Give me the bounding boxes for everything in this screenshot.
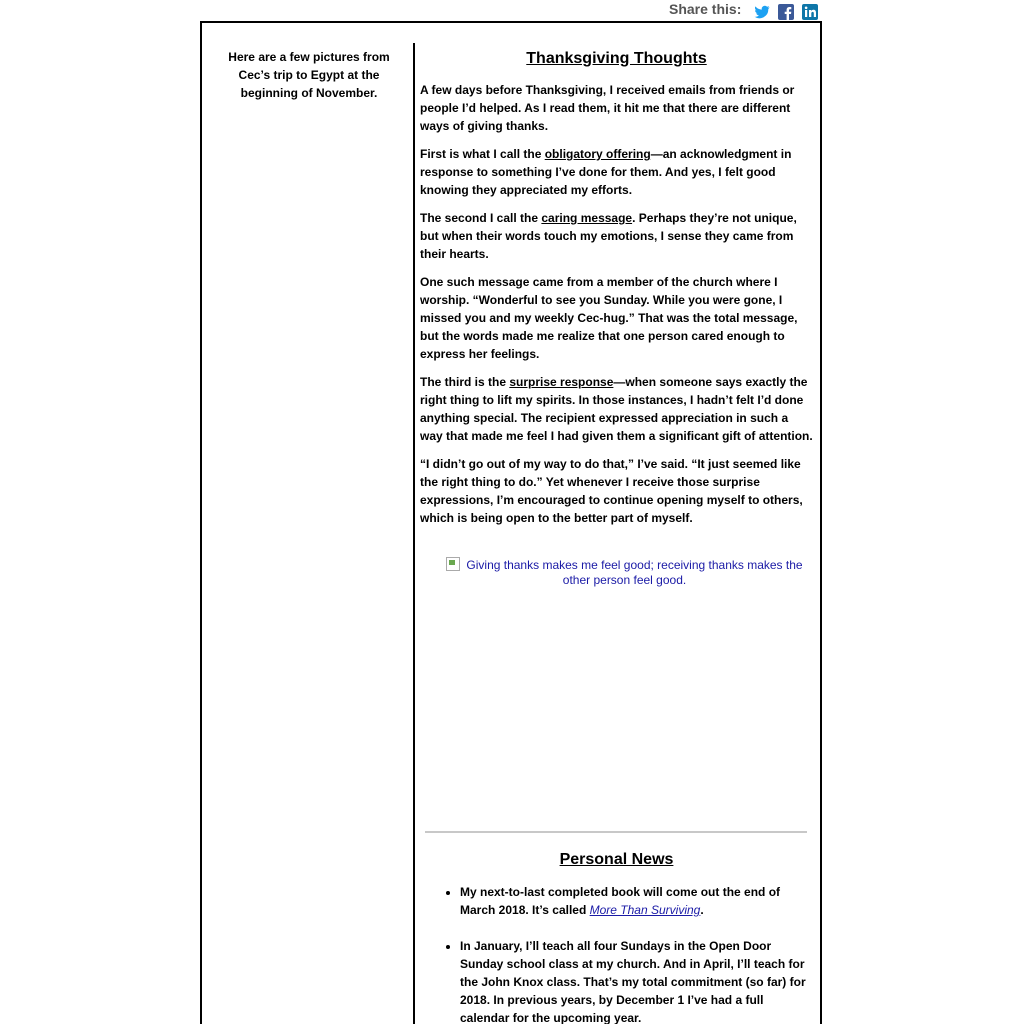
paragraph-text: —when someone says exactly the right thing to lift my spirits. In those instances, I hadn’t felt I’d done anything special. The recipient expressed appreciation in such a way that made me feel I had given them a significant gift of attention. — [420, 375, 813, 443]
article-paragraph-2 — [420, 145, 813, 199]
paragraph-text: The third is the — [420, 375, 510, 389]
facebook-icon[interactable] — [778, 4, 794, 20]
broken-image-icon — [446, 557, 460, 571]
news-list — [420, 883, 813, 1024]
article-paragraph-5 — [420, 373, 813, 445]
paragraph-text: The second I call the — [420, 211, 542, 225]
article-paragraph-1: A few days before Thanksgiving, I received emails from friends or people I’d helped. As I read them, it hit me that there are different ways of giving thanks. — [420, 83, 795, 133]
share-label: Share this: — [669, 1, 742, 17]
section-divider — [425, 831, 807, 833]
twitter-icon[interactable] — [754, 4, 770, 20]
book-link[interactable]: More Than Surviving — [589, 903, 701, 917]
paragraph-text: —an acknowledgment in response to something I’ve done for them. And yes, I felt good knowing they appreciated my efforts. — [420, 147, 792, 197]
term-caring-message: caring message — [541, 211, 633, 225]
sidebar-caption: Here are a few pictures from Cec’s trip to Egypt at the beginning of November. — [228, 50, 390, 100]
article-paragraph-3 — [420, 209, 813, 263]
paragraph-text: . Perhaps they’re not unique, but when their words touch my emotions, I sense they came from their hearts. — [420, 211, 797, 261]
paragraph-text: First is what I call the — [420, 147, 545, 161]
term-obligatory-offering: obligatory offering — [544, 147, 651, 161]
article-title: Thanksgiving Thoughts — [526, 50, 707, 67]
term-surprise-response: surprise response — [509, 375, 614, 389]
article-paragraph-4: One such message came from a member of the church where I worship. “Wonderful to see you Sunday. While you were gone, I missed you and my weekly Cec-hug.” That was the total message, but the words made me realize that one person cared enough to express her feelings. — [420, 275, 798, 361]
list-item-text: My next-to-last completed book will come out the end of March 2018. It’s called — [460, 885, 781, 917]
image-alt-text: Giving thanks makes me feel good; receiving thanks makes the other person feel good. — [466, 558, 803, 587]
broken-image[interactable] — [435, 557, 815, 588]
list-item — [460, 883, 813, 919]
share-bar — [669, 0, 826, 22]
news-title: Personal News — [559, 851, 674, 868]
linkedin-icon[interactable] — [802, 4, 818, 20]
personal-news — [420, 849, 813, 1024]
list-item: • In January, I’ll teach all four Sundays in the Open Door Sunday school class at my church. And in April, I’ll teach for the John Knox class. That’s my total commitment (so far) for 2018. In previous years, by December 1 I’ve had a full calendar for the upcoming year. — [460, 937, 813, 1024]
article-paragraph-6: “I didn’t go out of my way to do that,” I’ve said. “It just seemed like the right thing to do.” Yet whenever I receive those surprise expressions, I’m encouraged to continue opening myself to others, which is being open to the better part of myself. — [420, 457, 803, 525]
list-item-text: . — [700, 903, 704, 917]
article — [420, 48, 813, 588]
column-divider — [413, 43, 415, 1024]
